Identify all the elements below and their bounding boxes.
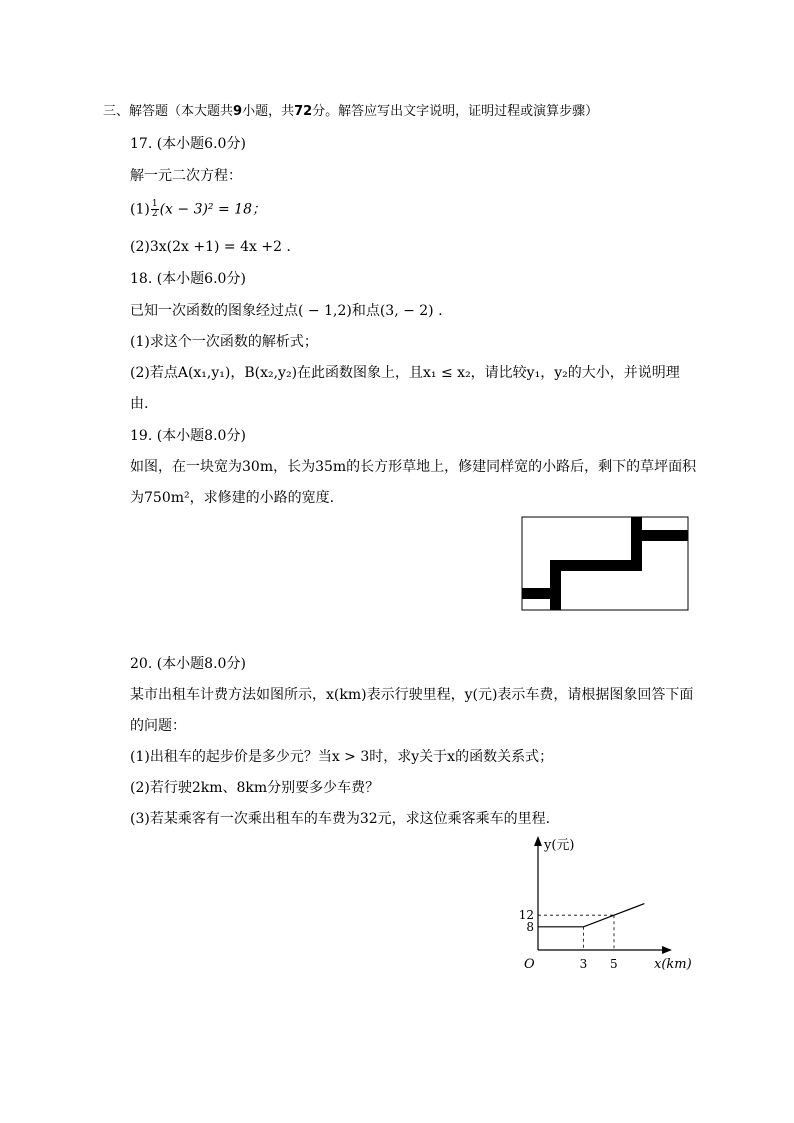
- y-axis-arrow: [534, 836, 542, 846]
- section-mid: 小题，共: [242, 104, 295, 119]
- q18-intro: 已知一次函数的图象经过点( − 1,2)和点(3, − 2) .: [130, 303, 443, 319]
- q17-intro: 解一元二次方程：: [130, 168, 242, 184]
- x-tick-label: 3: [579, 957, 588, 971]
- section-heading: [103, 103, 598, 121]
- q18-part1: (1)求这个一次函数的解析式；: [130, 334, 318, 350]
- q20-line2: 的问题：: [130, 718, 186, 734]
- x-axis-arrow: [662, 946, 672, 954]
- y-axis-label: y(元): [544, 838, 575, 853]
- x-axis-label: x(km): [654, 957, 692, 972]
- q20-part3: (3)若某乘客有一次乘出租车的车费为32元，求这位乘客乘车的里程.: [130, 811, 551, 827]
- section-suffix: 分。解答应写出文字说明，证明过程或演算步骤）: [312, 104, 599, 119]
- path-horizontal-right: [631, 530, 688, 541]
- x-tick-label: 5: [610, 957, 618, 971]
- total-score: 72: [294, 104, 313, 119]
- y-tick-label: 8: [526, 919, 534, 934]
- q18-part2: (2)若点A(x₁,y₁)，B(x₂,y₂)在此函数图象上，且x₁ ≤ x₂，请比较y₁，y₂的大小，并说明理: [130, 365, 680, 381]
- q19-header: 19. (本小题8.0分): [130, 428, 246, 444]
- path-horizontal-middle: [550, 560, 642, 571]
- q20-header: 20. (本小题8.0分): [130, 656, 246, 672]
- fare-line: [538, 904, 644, 927]
- q20-part1: (1)出租车的起步价是多少元？当x > 3时，求y关于x的函数关系式；: [130, 749, 554, 765]
- q19-line2: 为750m²，求修建的小路的宽度.: [130, 490, 335, 506]
- q18-header: 18. (本小题6.0分): [130, 271, 246, 287]
- lawn-path-figure: [521, 516, 691, 612]
- fraction: [151, 200, 159, 219]
- q17-part1-expr: (x − 3)² = 18；: [159, 201, 266, 218]
- q17-part2: (2)3x(2x +1) = 4x +2 .: [130, 239, 291, 255]
- question-count: 9: [233, 104, 243, 119]
- q17-part1-prefix: (1): [130, 201, 150, 218]
- path-horizontal-left: [522, 588, 561, 599]
- q17-part1: [130, 200, 266, 219]
- q17-header: 17. (本小题6.0分): [130, 136, 246, 152]
- y-tick-label: 12: [518, 908, 534, 923]
- origin-label: O: [524, 957, 535, 972]
- fare-graph: [500, 830, 700, 975]
- fraction-numerator: 1: [151, 199, 158, 209]
- fraction-denominator: 2: [151, 209, 158, 219]
- q19-line1: 如图，在一块宽为30m，长为35m的长方形草地上，修建同样宽的小路后，剩下的草坪面积: [130, 459, 697, 475]
- q20-part2: (2)若行驶2km、8km分别要多少车费？: [130, 780, 380, 796]
- section-prefix: 三、解答题（本大题共: [103, 104, 234, 119]
- q20-line1: 某市出租车计费方法如图所示，x(km)表示行驶里程，y(元)表示车费，请根据图象回答下面: [130, 687, 694, 703]
- q18-part2-cont: 由.: [130, 396, 149, 412]
- path-vertical-right: [631, 517, 642, 571]
